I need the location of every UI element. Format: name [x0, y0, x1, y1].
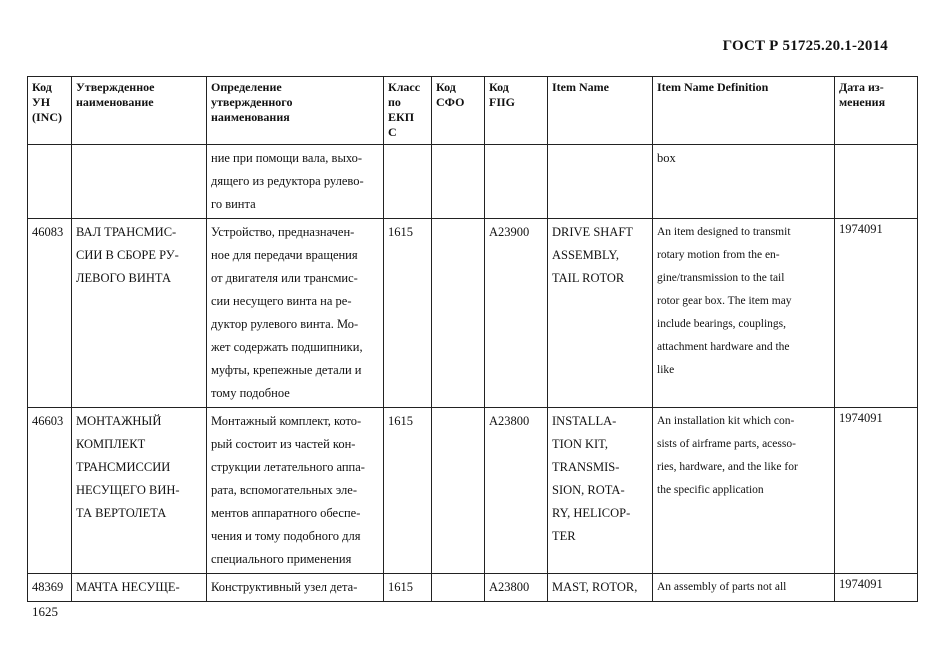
document-standard-header: ГОСТ Р 51725.20.1-2014: [722, 38, 888, 54]
page-number: 1625: [32, 604, 58, 619]
cell-inc: 48369: [28, 574, 72, 602]
cell-fiig: A23900: [485, 219, 548, 408]
cell-sfo-code: [432, 408, 485, 574]
table-header-row: [28, 77, 918, 145]
cell-sfo-code: [432, 574, 485, 602]
column-header-change-date: Дата из- менения: [835, 77, 918, 145]
table-row-continuation: [28, 145, 918, 219]
cell-date: 1974091: [835, 408, 918, 574]
cell-item-name: MAST, ROTOR,: [548, 574, 653, 602]
cell-name-ru: МАЧТА НЕСУЩЕ-: [72, 574, 207, 602]
table-row: [28, 408, 918, 574]
column-header-ekps-class: Класс по ЕКП С: [384, 77, 432, 145]
cell-inc: [28, 145, 72, 219]
table-row: [28, 219, 918, 408]
cell-inc: 46603: [28, 408, 72, 574]
cell-name-ru: ВАЛ ТРАНСМИС- СИИ В СБОРЕ РУ- ЛЕВОГО ВИНТА: [72, 219, 207, 408]
cell-definition-en: An assembly of parts not all: [653, 574, 835, 602]
cell-date: 1974091: [835, 219, 918, 408]
cell-ekps-class: 1615: [384, 219, 432, 408]
cell-sfo-code: [432, 145, 485, 219]
cell-ekps-class: [384, 145, 432, 219]
cell-fiig: A23800: [485, 408, 548, 574]
cell-item-name: DRIVE SHAFT ASSEMBLY, TAIL ROTOR: [548, 219, 653, 408]
cell-ekps-class: 1615: [384, 574, 432, 602]
column-header-item-name: Item Name: [548, 77, 653, 145]
cell-definition-ru: Монтажный комплект, кото- рый состоит из частей кон- струкции летательного аппа- рата, вспомогательных эле- ментов аппаратного обеспе- чения и тому подобного для специального применения: [207, 408, 384, 574]
nomenclature-table: [27, 76, 918, 602]
column-header-name-definition: Определение утвержденного наименования: [207, 77, 384, 145]
column-header-inc: Код УН (INC): [28, 77, 72, 145]
cell-date: [835, 145, 918, 219]
cell-item-name: INSTALLA- TION KIT, TRANSMIS- SION, ROTA- RY, HELICOP- TER: [548, 408, 653, 574]
column-header-approved-name: Утвержденное наименование: [72, 77, 207, 145]
cell-sfo-code: [432, 219, 485, 408]
cell-date: 1974091: [835, 574, 918, 602]
cell-fiig: A23800: [485, 574, 548, 602]
cell-name-ru: [72, 145, 207, 219]
cell-definition-ru: Устройство, предназначен- ное для передачи вращения от двигателя или трансмис- сии несущего винта на ре- дуктор рулевого винта. Мо- жет содержать подшипники, муфты, крепежные детали и тому подобное: [207, 219, 384, 408]
table-row: [28, 574, 918, 602]
cell-item-name: [548, 145, 653, 219]
column-header-sfo-code: Код СФО: [432, 77, 485, 145]
column-header-fiig-code: Код FIIG: [485, 77, 548, 145]
cell-definition-ru: ние при помощи вала, выхо- дящего из редуктора рулево- го винта: [207, 145, 384, 219]
cell-definition-en: An item designed to transmit rotary motion from the en- gine/transmission to the tail rotor gear box. The item may include bearings, couplings, attachment hardware and the like: [653, 219, 835, 408]
cell-definition-en: An installation kit which con- sists of airframe parts, acesso- ries, hardware, and the like for the specific application: [653, 408, 835, 574]
cell-ekps-class: 1615: [384, 408, 432, 574]
cell-name-ru: МОНТАЖНЫЙ КОМПЛЕКТ ТРАНСМИССИИ НЕСУЩЕГО ВИН- ТА ВЕРТОЛЕТА: [72, 408, 207, 574]
cell-definition-en: box: [653, 145, 835, 219]
cell-inc: 46083: [28, 219, 72, 408]
column-header-item-name-definition: Item Name Definition: [653, 77, 835, 145]
cell-fiig: [485, 145, 548, 219]
cell-definition-ru: Конструктивный узел дета-: [207, 574, 384, 602]
